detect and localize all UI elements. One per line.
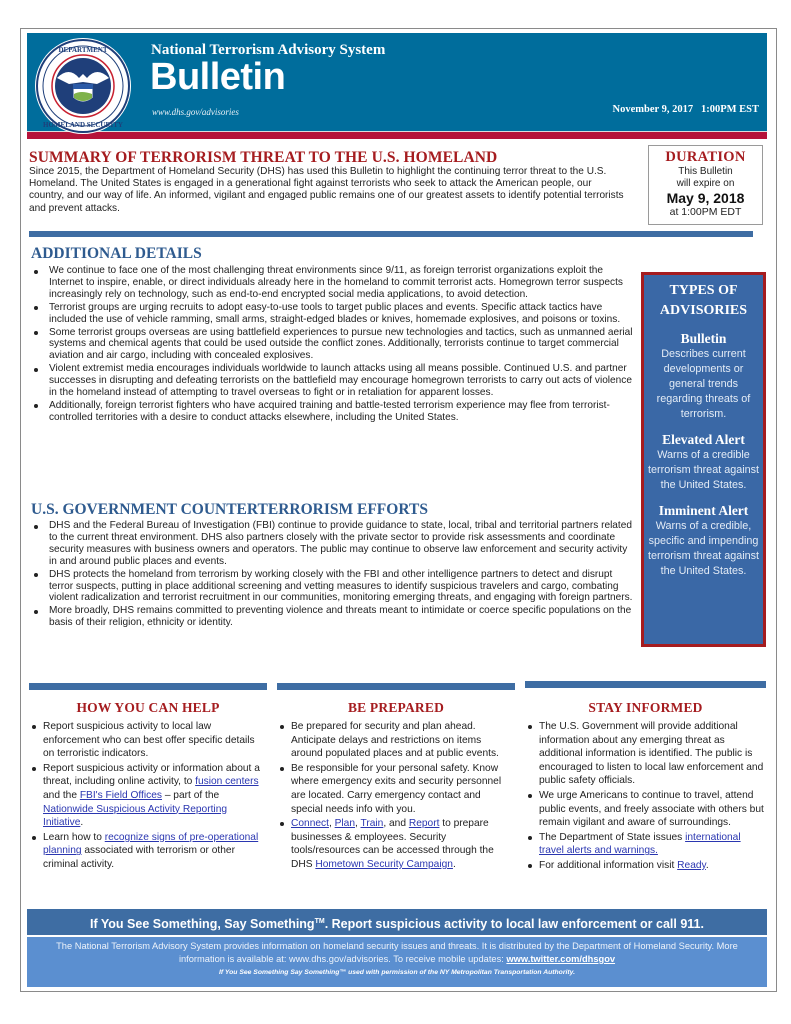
list-item [277,817,515,871]
types-of-advisories-panel [641,272,766,647]
nsi-link[interactable]: Nationwide Suspicious Activity Reporting Initiative [43,803,228,829]
svg-text:DEPARTMENT: DEPARTMENT [58,46,108,54]
list-item: We continue to face one of the most challenging threat environments since 9/11, as foreign terrorist organizations exploit the Internet to inspire, enable, or direct individuals already here in the homeland to commit terrorist acts. Homegrown terror suspects increasingly rely on technology, such as end-to-end encrypted social media applications, to avoid detection. [30,265,633,301]
system-name: National Terrorism Advisory System [151,42,386,58]
additional-details-list [30,265,633,425]
plan-link[interactable]: Plan [334,818,356,830]
cta-slogan: If You See Something, Say Something [90,917,315,932]
trademark: TM [314,918,325,925]
be-prepared-column [277,683,515,873]
footer [27,937,767,987]
hometown-security-link[interactable]: Hometown Security Campaign [315,858,453,870]
footer-description: The National Terrorism Advisory System provides information on homeland security issues and threats. It is distributed by the Department of Homeland Security. More information is available at: www.dhs.gov/advisories. To receive mobile updates: [56,941,738,964]
list-item: The U.S. Government will provide additional information about any emerging threat as additional information is identified. The public is encouraged to listen to local law enforcement and public safety officials. [525,720,766,788]
connect-link[interactable]: Connect [291,818,329,830]
be-prepared-heading: BE PREPARED [347,700,445,715]
bulletin-title: Bulletin [150,56,286,98]
text: For additional information visit [539,859,678,871]
footer-permission-note: If You See Something Say Something™ used with permission of the NY Metropolitan Transportation Authority. [218,969,576,976]
expiration-time: at 1:00PM EDT [669,206,742,218]
additional-details-heading: ADDITIONAL DETAILS [31,245,202,262]
text: Report suspicious activity or information about a threat, including online activity, to [43,762,260,788]
duration-heading: DURATION [665,149,746,165]
list-item [29,831,267,872]
travel-alerts-link[interactable]: international travel alerts and warnings. [539,831,741,857]
header-red-stripe [27,131,767,139]
section-divider [29,231,753,237]
text: to prepare businesses & employees. Security tools/resources can be accessed through the DHS [291,818,494,870]
text: , [355,818,361,830]
list-item: We urge Americans to continue to travel, attend public events, and freely associate with others but remain vigilant and aware of surroundings. [525,789,766,830]
footer-text [27,940,767,966]
list-item [525,831,766,858]
advisory-type-description: Describes current developments or general trends regarding threats of terrorism. [656,348,751,420]
list-item: Additionally, foreign terrorist fighters who have acquired training and battle-tested terrorism experience may flee from terrorist-controlled territories with a desire to conduct attacks elsewhere, including the United States. [30,400,633,424]
list-item: More broadly, DHS remains committed to preventing violence and threats meant to intimidate or coerce specific populations on the basis of their religion, ethnicity or identity. [30,605,635,629]
text: , [328,818,335,830]
fbi-field-offices-link[interactable]: FBI's Field Offices [79,789,162,801]
duration-line-2: will expire on [676,178,735,189]
counterterrorism-heading: U.S. GOVERNMENT COUNTERTERRORISM EFFORTS [31,501,428,518]
pre-operational-planning-link[interactable]: recognize signs of pre-operational planning [43,831,259,857]
column-divider [525,681,766,688]
svg-text:HOMELAND SECURITY: HOMELAND SECURITY [43,121,123,129]
advisories-url[interactable]: www.dhs.gov/advisories [152,107,239,117]
list-item: Report suspicious activity to local law enforcement who can best offer specific details on terroristic indicators. [29,720,267,761]
summary-heading: SUMMARY OF TERRORISM THREAT TO THE U.S. HOMELAND [29,149,498,166]
column-divider [29,683,267,690]
fusion-centers-link[interactable]: fusion centers [195,776,259,788]
counterterrorism-list [30,520,635,630]
text: . [705,859,709,871]
ready-link[interactable]: Ready [677,859,706,871]
list-item: DHS and the Federal Bureau of Investigation (FBI) continue to provide guidance to state, local, tribal and territorial partners related to the current threat environment. DHS also partners closely with the private sector to provide risk assessments and coordinate security measures with business owners and operators. The public may continue to observe law enforcement and security activity in and around public places and events. [30,520,635,568]
text: and the [43,789,80,801]
advisory-type-name: Imminent Alert [658,503,749,518]
text: , and [383,818,409,830]
text: The Department of State issues [539,831,686,843]
list-item [29,762,267,830]
expiration-date: May 9, 2018 [666,190,745,206]
types-heading-line-1: TYPES OF [669,283,738,298]
text: . [80,817,84,829]
list-item: Violent extremist media encourages individuals worldwide to launch attacks using all means possible. Continued U.S. and partner successes in disrupting and defeating terrorists on the battlefield may encourage homegrown terrorists to carry out acts of violence in the homeland instead of attempting to travel overseas to fight or in retaliation for apparent losses. [30,363,633,399]
duration-line-1: This Bulletin [678,166,733,177]
advisory-type-name: Elevated Alert [662,432,745,447]
train-link[interactable]: Train [360,818,384,830]
list-item: Be prepared for security and plan ahead. Anticipate delays and restrictions on items around populated places and at public events. [277,720,515,761]
stay-informed-column [525,681,766,874]
text: associated with terrorism or other criminal activity. [43,845,235,870]
how-you-can-help-column [29,683,267,873]
bulletin-header [27,33,767,131]
types-heading-line-2: ADVISORIES [659,303,748,318]
list-item: Terrorist groups are urging recruits to adopt easy-to-use tools to target public places and events. Specific attack tactics have included the use of vehicle ramming, small arms, straight-edged blades or knives, homemade explosives, and poisons or toxins. [30,302,633,326]
issue-date-time: November 9, 2017 1:00PM EST [612,104,759,115]
advisory-type-description: Warns of a credible, specific and impending terrorism threat against the United States. [648,520,760,577]
duration-box [648,145,763,225]
see-something-banner [27,909,767,935]
report-link[interactable]: Report [408,818,440,830]
stay-informed-heading: STAY INFORMED [588,700,703,715]
column-divider [277,683,515,690]
text: . [452,858,456,870]
how-you-can-help-heading: HOW YOU CAN HELP [76,700,220,715]
summary-text: Since 2015, the Department of Homeland Security (DHS) has used this Bulletin to highlight the continuing terror threat to the U.S. Homeland. The United States is engaged in a generational fight against terrorists who seek to attack the American people, our country, and our way of life. An informed, vigilant and engaged public remains one of our greatest assets to identify potential terrorists and prevent attacks. [29,166,624,214]
text: Learn how to [43,831,105,843]
twitter-link[interactable]: www.twitter.com/dhsgov [506,954,616,964]
list-item: Be responsible for your personal safety. Know where emergency exits and security personnel are located. Carry emergency contact and special needs info with you. [277,762,515,816]
list-item: Some terrorist groups overseas are using battlefield experiences to pursue new technologies and tactics, such as unmanned aerial systems and chemical agents that could be used outside the conflict zones. Additionally, terrorists continue to target commercial aviation and air cargo, including with concealed explosives. [30,327,633,363]
advisory-type-description: Warns of a credible terrorism threat against the United States. [648,449,760,491]
list-item [525,859,766,873]
text: – part of the [161,789,220,801]
cta-message: . Report suspicious activity to local law enforcement or call 911. [324,917,704,932]
list-item: DHS protects the homeland from terrorism by working closely with the FBI and other intelligence partners to detect and disrupt terror suspects, putting in place additional screening and vetting measures to identify suspicious travelers and cargo, combating violent radicalization and terrorist recruitment in our communities, monitoring emerging threats, and engaging with foreign partners. [30,569,635,605]
advisory-type-name: Bulletin [680,331,727,346]
dhs-seal-icon [35,38,131,134]
